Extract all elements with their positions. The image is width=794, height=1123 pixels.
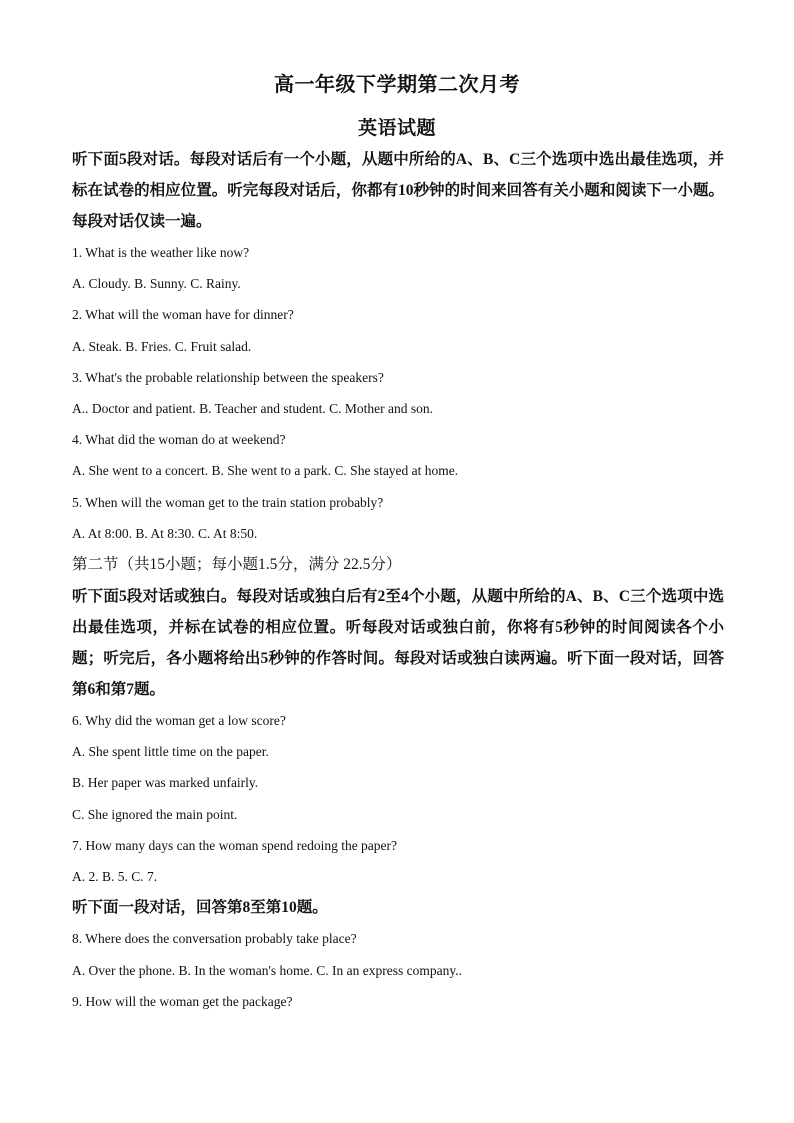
- question-2-options: A. Steak. B. Fries. C. Fruit salad.: [72, 339, 252, 354]
- section2-instruction: 听下面5段对话或独白。每段对话或独白后有2至4个小题，从题中所给的A、B、C三个选项中选出最佳选项，并标在试卷的相应位置。听每段对话或独白前，你将有5秒钟的时间阅读各个小题；听完后，各小题将给出5秒钟的作答时间。每段对话或独白读两遍。听下面一段对话，回答第6和第7题。: [72, 588, 724, 698]
- question-3-options: A.. Doctor and patient. B. Teacher and student. C. Mother and son.: [72, 401, 433, 416]
- page-title: 高一年级下学期第二次月考: [274, 74, 520, 96]
- question-7-options: A. 2. B. 5. C. 7.: [72, 869, 158, 884]
- question-4: 4. What did the woman do at weekend?: [72, 432, 286, 447]
- section2-heading: 第二节（共15小题；每小题1.5分，满分 22.5分）: [72, 556, 402, 573]
- question-8-options: A. Over the phone. B. In the woman's home. C. In an express company..: [72, 963, 462, 978]
- question-6-option-c: C. She ignored the main point.: [72, 807, 238, 822]
- sub-instruction-8-10: 听下面一段对话，回答第8至第10题。: [72, 899, 328, 916]
- question-5: 5. When will the woman get to the train station probably?: [72, 495, 384, 510]
- question-8: 8. Where does the conversation probably take place?: [72, 931, 357, 946]
- question-6-option-b: B. Her paper was marked unfairly.: [72, 775, 259, 790]
- question-9: 9. How will the woman get the package?: [72, 994, 293, 1009]
- question-6: 6. Why did the woman get a low score?: [72, 713, 286, 728]
- question-3: 3. What's the probable relationship between the speakers?: [72, 370, 384, 385]
- question-1: 1. What is the weather like now?: [72, 245, 250, 260]
- question-1-options: A. Cloudy. B. Sunny. C. Rainy.: [72, 276, 241, 291]
- section1-instruction: 听下面5段对话。每段对话后有一个小题，从题中所给的A、B、C三个选项中选出最佳选项，并标在试卷的相应位置。听完每段对话后，你都有10秒钟的时间来回答有关小题和阅读下一小题。每段对话仅读一遍。: [72, 151, 724, 230]
- question-5-options: A. At 8:00. B. At 8:30. C. At 8:50.: [72, 526, 258, 541]
- question-2: 2. What will the woman have for dinner?: [72, 307, 294, 322]
- question-7: 7. How many days can the woman spend redoing the paper?: [72, 838, 398, 853]
- page-subtitle: 英语试题: [357, 118, 436, 139]
- question-4-options: A. She went to a concert. B. She went to a park. C. She stayed at home.: [72, 463, 459, 478]
- question-6-option-a: A. She spent little time on the paper.: [72, 744, 269, 759]
